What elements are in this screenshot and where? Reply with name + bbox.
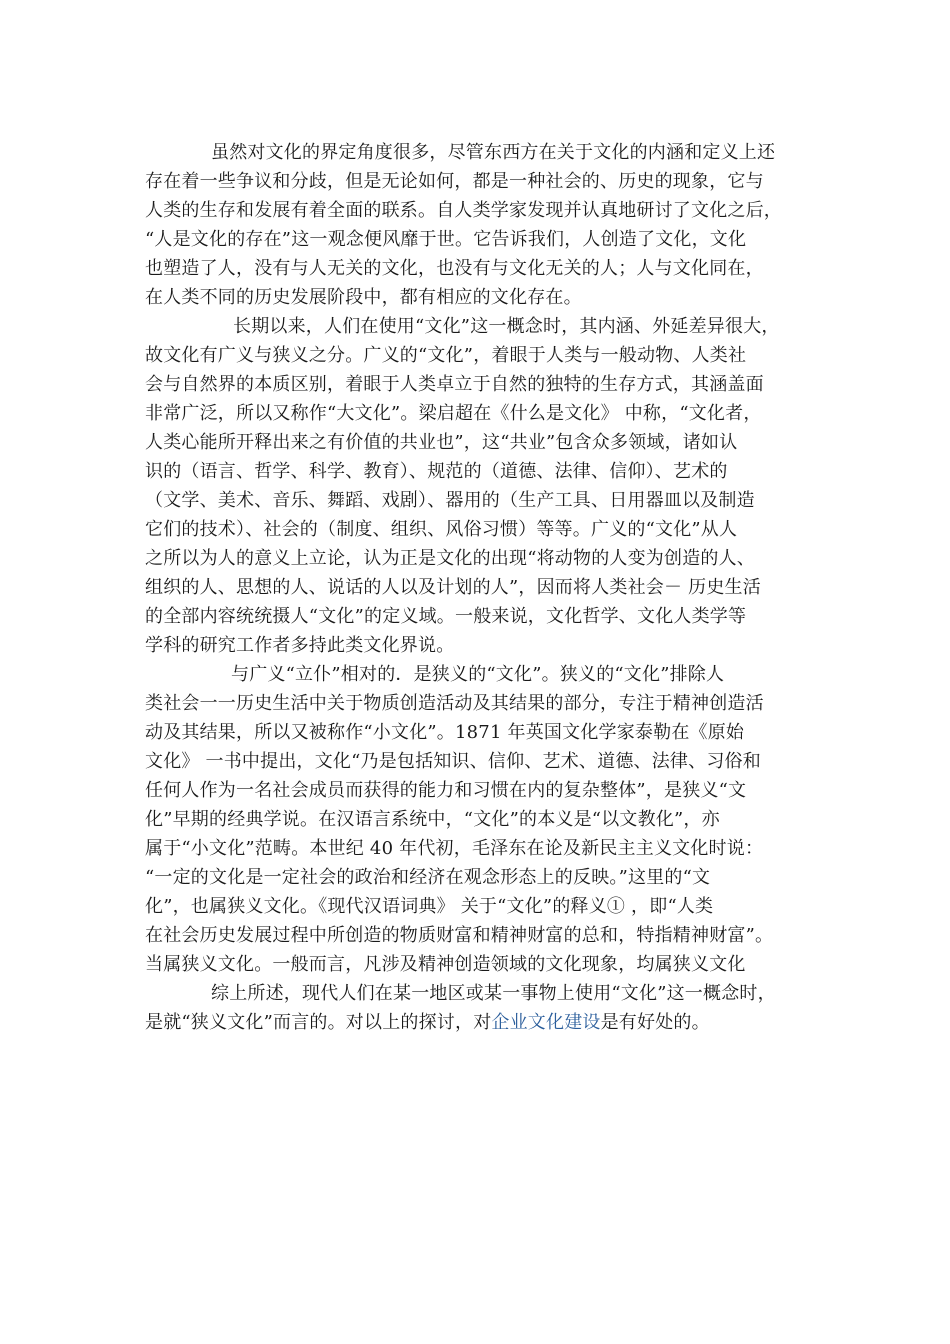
paragraph-3-line-2: 类社会一一历史生活中关于物质创造活动及其结果的部分，专注于精神创造活 [145, 693, 764, 714]
paragraph-3-line-9: 化”，也属狭义文化。《现代汉语词典》 关于“文化”的释义① ，即“人类 [145, 896, 714, 917]
paragraph-2-line-8: 它们的技术）、社会的（制度、组织、风俗习惯）等等。广义的“文化”从人 [145, 519, 738, 540]
paragraph-1-line-5: 也塑造了人，没有与人无关的文化，也没有与文化无关的人；人与文化同在， [145, 258, 764, 279]
paragraph-4-line-2: 是就“狭义文化”而言的。对以上的探讨，对企业文化建设是有好处的。 [145, 1012, 710, 1033]
paragraph-3-line-3: 动及其结果，所以又被称作“小文化”。1871 年英国文化学家泰勒在《原始 [145, 722, 745, 743]
paragraph-3-line-7: 属于“小文化”范畴。本世纪 40 年代初，毛泽东在论及新民主主义文化时说： [145, 838, 764, 859]
paragraph-1-line-6: 在人类不同的历史发展阶段中，都有相应的文化存在。 [145, 287, 582, 308]
paragraph-3-line-11: 当属狭义文化。一般而言，凡涉及精神创造领域的文化现象，均属狭义文化 [145, 954, 746, 975]
paragraph-3-line-5: 任何人作为一名社会成员而获得的能力和习惯在内的复杂整体”，是狭义“文 [145, 780, 747, 801]
paragraph-4-line-1: 综上所述，现代人们在某一地区或某一事物上使用“文化”这一概念时， [145, 979, 825, 1008]
paragraph-2-line-2: 故文化有广义与狭义之分。广义的“文化”，着眼于人类与一般动物、人类社 [145, 345, 747, 366]
paragraph-1-line-2: 存在着一些争议和分歧，但是无论如何，都是一种社会的、历史的现象，它与 [145, 171, 764, 192]
paragraph-1-line-3: 人类的生存和发展有着全面的联系。自人类学家发现并认真地研讨了文化之后， [145, 200, 782, 221]
indent [145, 660, 231, 689]
paragraph-2-line-10: 组织的人、思想的人、说话的人以及计划的人”，因而将人类社会－ 历史生活 [145, 577, 761, 598]
paragraph-1-line-4: “人是文化的存在”这一观念便风靡于世。它告诉我们，人创造了文化，文化 [145, 229, 747, 250]
paragraph-2-line-11: 的全部内容统统摄人“文化”的定义域。一般来说，文化哲学、文化人类学等 [145, 606, 747, 627]
paragraph-2-line-9: 之所以为人的意义上立论，认为正是文化的出现“将动物的人变为创造的人、 [145, 548, 755, 569]
indent [145, 138, 211, 167]
paragraph-1-line-1: 虽然对文化的界定角度很多，尽管东西方在关于文化的内涵和定义上还 [145, 138, 825, 167]
paragraph-2-line-7: （文学、美术、音乐、舞蹈、戏剧）、器用的（生产工具、日用器皿以及制造 [145, 490, 755, 511]
paragraph-2-line-6: 识的（语言、哲学、科学、教育）、规范的（道德、法律、信仰）、艺术的 [145, 461, 728, 482]
indent [145, 312, 233, 341]
document-page [145, 138, 825, 1037]
paragraph-2-line-4: 非常广泛，所以又称作“大文化”。梁启超在《什么是文化》 中称，“文化者， [145, 403, 762, 424]
enterprise-culture-link[interactable]: 企业文化建设 [491, 1012, 601, 1033]
paragraph-3-line-10: 在社会历史发展过程中所创造的物质财富和精神财富的总和，特指精神财富”。 [145, 925, 774, 946]
paragraph-3-line-4: 文化》 一书中提出，文化“乃是包括知识、信仰、艺术、道德、法律、习俗和 [145, 751, 761, 772]
indent [145, 979, 211, 1008]
paragraph-3-line-6: 化”早期的经典学说。在汉语言系统中，“文化”的本义是“以文教化”，亦 [145, 809, 720, 830]
paragraph-2-line-5: 人类心能所开释出来之有价值的共业也”，这“共业”包含众多领域，诸如认 [145, 432, 738, 453]
paragraph-2-line-12: 学科的研究工作者多持此类文化界说。 [145, 635, 455, 656]
paragraph-3-line-8: “一定的文化是一定社会的政治和经济在观念形态上的反映。”这里的“文 [145, 867, 711, 888]
paragraph-2-line-3: 会与自然界的本质区别，着眼于人类卓立于自然的独特的生存方式，其涵盖面 [145, 374, 764, 395]
paragraph-3-line-1: 与广义“立仆”相对的．是狭义的“文化”。狭义的“文化”排除人 [145, 660, 825, 689]
paragraph-2-line-1: 长期以来，人们在使用“文化”这一概念时，其内涵、外延差异很大， [145, 312, 825, 341]
